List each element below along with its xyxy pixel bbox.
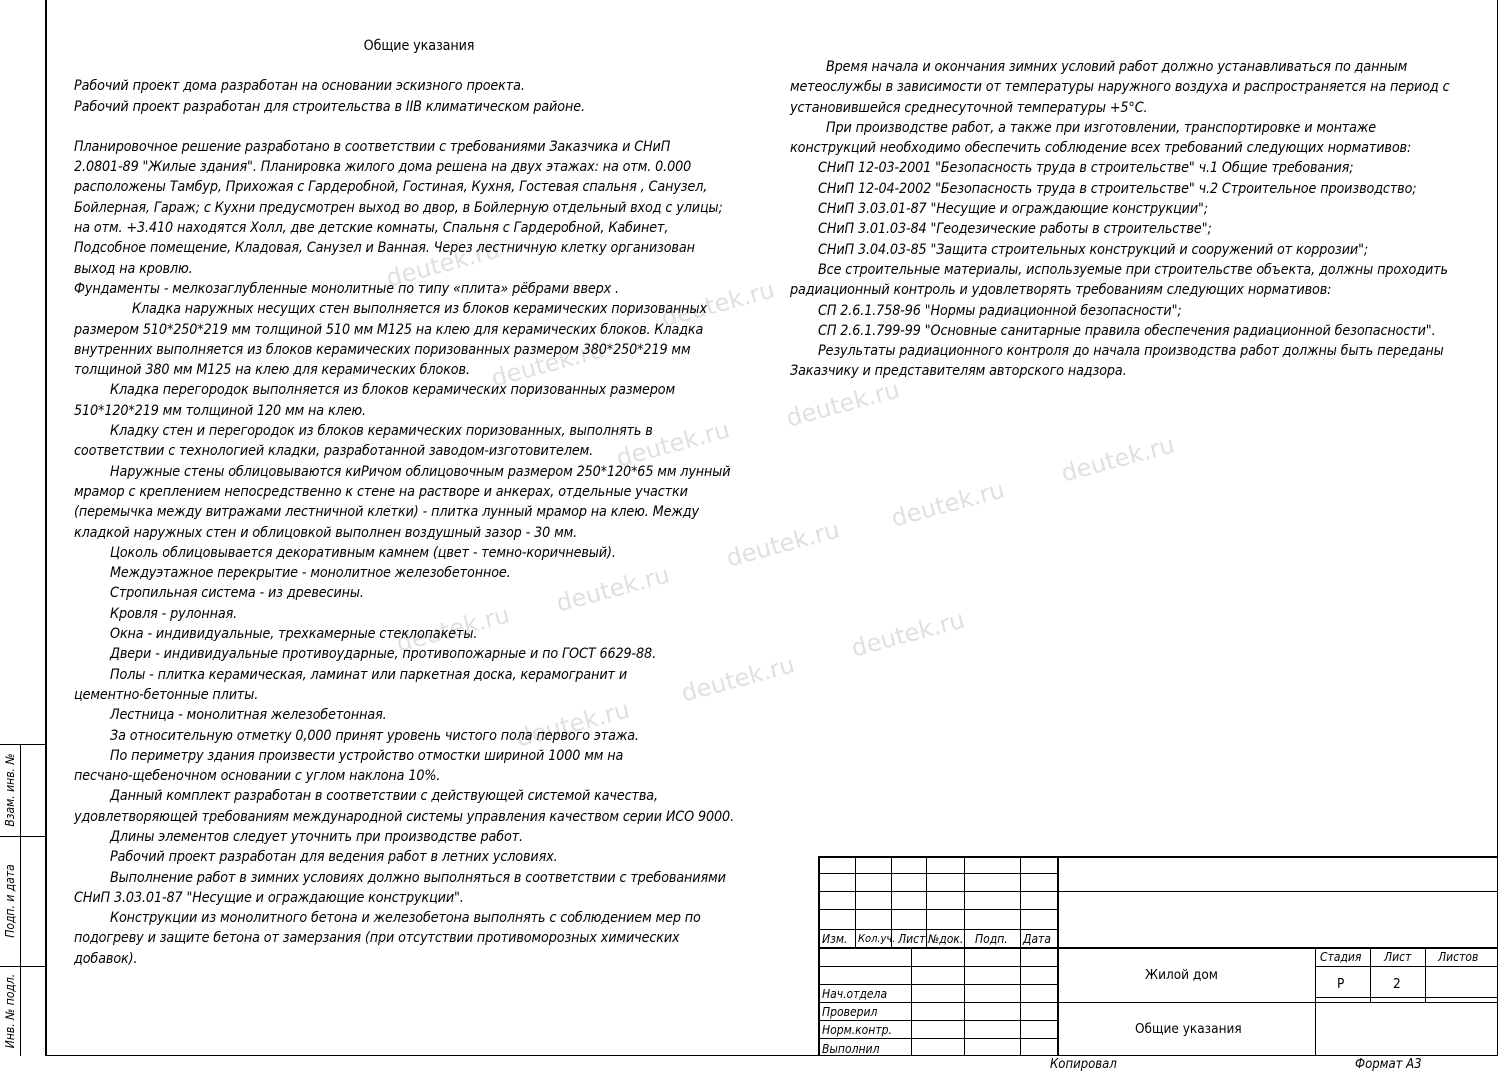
text-line: За относительную отметку 0,000 принят уровень чистого пола первого этажа. <box>110 727 639 744</box>
tb-stage-value: Р <box>1337 976 1345 992</box>
tb-line <box>1020 949 1021 1056</box>
paragraph-gap <box>74 117 764 137</box>
tb-sheet-title: Общие указания <box>1135 1021 1242 1037</box>
watermark: deutek.ru <box>848 605 968 663</box>
text-line: выход на кровлю. <box>74 260 193 277</box>
text-line: Бойлерная, Гараж; с Кухни предусмотрен выход во двор, в Бойлерную отдельный вход с улицы; <box>74 199 723 216</box>
tb-line <box>964 856 965 949</box>
text-line: СНиП 3.01.03-84 "Геодезические работы в строительстве"; <box>818 221 1212 238</box>
text-line: СНиП 12-04-2002 "Безопасность труда в строительстве" ч.2 Строительное производство; <box>818 180 1417 197</box>
text-line: конструкций необходимо обеспечить соблюдение всех требований следующих нормативов: <box>790 140 1412 157</box>
left-paragraphs <box>74 76 764 969</box>
tb-header-izm: Изм. <box>822 932 848 946</box>
text-line: Рабочий проект разработан для строительства в IIВ климатическом районе. <box>74 98 585 115</box>
tb-line <box>1020 856 1021 949</box>
watermark: deutek.ru <box>1058 430 1178 488</box>
page-title: Общие указания <box>363 38 475 54</box>
tb-stage-label: Стадия <box>1320 950 1362 964</box>
text-line: Кладка наружных несущих стен выполняется из блоков керамических поризованных <box>132 301 707 318</box>
tb-line <box>818 966 1057 967</box>
tb-line <box>818 909 1057 910</box>
text-line: Кровля - рулонная. <box>110 605 238 622</box>
tb-line <box>818 947 1498 949</box>
side-stamp <box>0 744 45 1056</box>
text-line: Конструкции из монолитного бетона и железобетона выполнять с соблюдением мер по <box>110 910 701 927</box>
text-line: соответствии с технологией кладки, разработанной заводом-изготовителем. <box>74 443 594 460</box>
text-line: удовлетворяющей требованиям международной системы управления качеством серии ИСО 9000. <box>74 808 735 825</box>
text-line: СНиП 3.03.01-87 "Несущие и ограждающие конструкции". <box>74 889 464 906</box>
side-stamp-podp: Подп. и дата <box>3 864 17 938</box>
tb-sheet-value: 2 <box>1393 976 1401 992</box>
tb-line <box>818 856 820 1056</box>
text-line: (перемычка между витражами лестничной клетки) - плитка лунный мрамор на клею. Между <box>74 504 699 521</box>
text-line: толщиной 380 мм М125 на клею для керамических блоков. <box>74 362 470 379</box>
copied-label: Копировал <box>1050 1057 1117 1072</box>
text-line: СНиП 3.04.03-85 "Защита строительных конструкций и сооружений от коррозии"; <box>818 241 1369 258</box>
text-line: мрамор с креплением непосредственно к стене на растворе и анкерах, отдельные участки <box>74 483 688 500</box>
text-line: СНиП 12-03-2001 "Безопасность труда в строительстве" ч.1 Общие требования; <box>818 160 1354 177</box>
text-line: подогреву и защите бетона от замерзания (при отсутствии противоморозных химических <box>74 930 680 947</box>
left-text-column <box>74 36 764 969</box>
text-line: 2.0801-89 "Жилые здания". Планировка жилого дома решена на двух этажах: на отм. 0.000 <box>74 159 692 176</box>
right-paragraphs <box>790 57 1495 382</box>
tb-role-nach: Нач.отдела <box>822 987 888 1001</box>
tb-header-podp: Подп. <box>975 932 1008 946</box>
text-line: 510*120*219 мм толщиной 120 мм на клею. <box>74 402 366 419</box>
watermark: deutek.ru <box>513 695 633 753</box>
tb-line <box>1370 947 1371 1002</box>
tb-line <box>855 856 856 949</box>
text-line: При производстве работ, а также при изготовлении, транспортировке и монтаже <box>826 119 1377 136</box>
text-line: Полы - плитка керамическая, ламинат или паркетная доска, керамогранит и <box>110 666 628 683</box>
tb-line <box>1315 947 1316 1056</box>
right-text-column <box>790 57 1495 382</box>
tb-line <box>926 856 927 949</box>
text-line: СНиП 3.03.01-87 "Несущие и ограждающие конструкции"; <box>818 201 1209 218</box>
watermark: deutek.ru <box>888 475 1008 533</box>
text-line: Выполнение работ в зимних условиях должно выполняться в соответствии с требованиями <box>110 869 726 886</box>
watermark: deutek.ru <box>723 515 843 573</box>
watermark: deutek.ru <box>658 275 778 333</box>
text-line: По периметру здания произвести устройство отмостки шириной 1000 мм на <box>110 747 624 764</box>
tb-sheets-label: Листов <box>1438 950 1479 964</box>
format-label: Формат А3 <box>1355 1057 1422 1072</box>
side-stamp-line <box>0 966 45 967</box>
watermark: deutek.ru <box>553 560 673 618</box>
tb-role-proveril: Проверил <box>822 1005 878 1019</box>
text-line: Подсобное помещение, Кладовая, Санузел и Ванная. Через лестничную клетку организован <box>74 240 695 257</box>
text-line: размером 510*250*219 мм толщиной 510 мм М125 на клею для керамических блоков. Кладка <box>74 321 704 338</box>
text-line: добавок). <box>74 950 138 967</box>
text-line: метеослужбы в зависимости от температуры наружного воздуха и распространяется на период с <box>790 79 1450 96</box>
text-line: цементно-бетонные плиты. <box>74 686 259 703</box>
text-line: Кладку стен и перегородок из блоков керамических поризованных, выполнять в <box>110 423 653 440</box>
tb-line <box>818 891 1498 892</box>
tb-line <box>818 1002 1498 1003</box>
text-line: Данный комплект разработан в соответствии с действующей системой качества, <box>110 788 658 805</box>
tb-role-normkontr: Норм.контр. <box>822 1023 892 1037</box>
text-line: Лестница - монолитная железобетонная. <box>110 707 387 724</box>
text-line: СП 2.6.1.758-96 "Нормы радиационной безопасности"; <box>818 302 1182 319</box>
text-line: расположены Тамбур, Прихожая с Гардеробной, Гостиная, Кухня, Гостевая спальня , Санузел, <box>74 179 708 196</box>
text-line: СП 2.6.1.799-99 "Основные санитарные правила обеспечения радиационной безопасности". <box>818 322 1436 339</box>
tb-header-ndok: №док. <box>928 932 964 946</box>
watermark: deutek.ru <box>488 335 608 393</box>
text-line: песчано-щебеночном основании с углом наклона 10%. <box>74 768 441 785</box>
text-line: Рабочий проект разработан для ведения работ в летних условиях. <box>110 849 558 866</box>
tb-line <box>818 984 1057 985</box>
text-line: установившейся среднесуточной температуры +5°C. <box>790 99 1148 116</box>
text-line: Кладка перегородок выполняется из блоков керамических поризованных размером <box>110 382 676 399</box>
tb-line <box>818 929 1057 930</box>
watermark: deutek.ru <box>613 415 733 473</box>
tb-line <box>911 949 912 1056</box>
tb-header-kol: Кол.уч. <box>858 932 896 945</box>
tb-sheet-label: Лист <box>1384 950 1412 964</box>
text-line: Междуэтажное перекрытие - монолитное железобетонное. <box>110 565 511 582</box>
tb-line <box>818 856 1498 858</box>
tb-line <box>1315 966 1498 967</box>
text-line: Заказчику и представителям авторского надзора. <box>790 363 1127 380</box>
tb-line <box>1315 997 1498 998</box>
tb-line <box>964 949 965 1056</box>
text-line: Фундаменты - мелкозаглубленные монолитные по типу «плита» рёбрами вверх . <box>74 280 620 297</box>
tb-line <box>1057 856 1059 1056</box>
side-stamp-line <box>0 836 45 837</box>
tb-line <box>818 1020 1057 1021</box>
text-line: Планировочное решение разработано в соответствии с требованиями Заказчика и СНиП <box>74 138 671 155</box>
watermark: deutek.ru <box>678 650 798 708</box>
side-stamp-inv: Инв. № подл. <box>3 973 17 1049</box>
watermark: deutek.ru <box>393 600 513 658</box>
text-line: кладкой наружных стен и облицовкой выполнен воздушный зазор - 30 мм. <box>74 524 578 541</box>
text-line: Наружные стены облицовываются киРичом облицовочным размером 250*120*65 мм лунный <box>110 463 731 480</box>
text-line: Все строительные материалы, используемые при строительстве объекта, должны проходить <box>818 261 1448 278</box>
text-line: Стропильная система - из древесины. <box>110 585 364 602</box>
watermark: deutek.ru <box>383 235 503 293</box>
text-line: внутренних выполняется из блоков керамических поризованных размером 380*250*219 мм <box>74 341 691 358</box>
text-line: Результаты радиационного контроля до начала производства работ должны быть переданы <box>818 343 1444 360</box>
text-line: на отм. +3.410 находятся Холл, две детские комнаты, Спальня с Гардеробной, Кабинет, <box>74 220 669 237</box>
tb-line <box>1425 947 1426 1002</box>
tb-header-data: Дата <box>1023 932 1051 946</box>
text-line: Рабочий проект дома разработан на основании эскизного проекта. <box>74 78 525 95</box>
text-line: Цоколь облицовывается декоративным камнем (цвет - темно-коричневый). <box>110 544 616 561</box>
side-stamp-vzam: Взам. инв. № <box>3 753 17 827</box>
tb-header-list: Лист <box>898 932 926 946</box>
tb-line <box>818 873 1057 874</box>
tb-role-vypolnil: Выполнил <box>822 1042 880 1056</box>
text-line: Окна - индивидуальные, трехкамерные стеклопакеты. <box>110 626 478 643</box>
side-stamp-line <box>0 744 45 745</box>
tb-line <box>818 1038 1057 1039</box>
text-line: Время начала и окончания зимних условий работ должно устанавливаться по данным <box>826 59 1408 75</box>
text-line: Длины элементов следует уточнить при производстве работ. <box>110 828 523 845</box>
text-line: Двери - индивидуальные противоударные, противопожарные и по ГОСТ 6629-88. <box>110 646 657 663</box>
title-block <box>818 856 1498 1056</box>
watermark: deutek.ru <box>783 375 903 433</box>
tb-project-name: Жилой дом <box>1145 967 1218 983</box>
text-line: радиационный контроль и удовлетворять требованиям следующих нормативов: <box>790 282 1332 299</box>
